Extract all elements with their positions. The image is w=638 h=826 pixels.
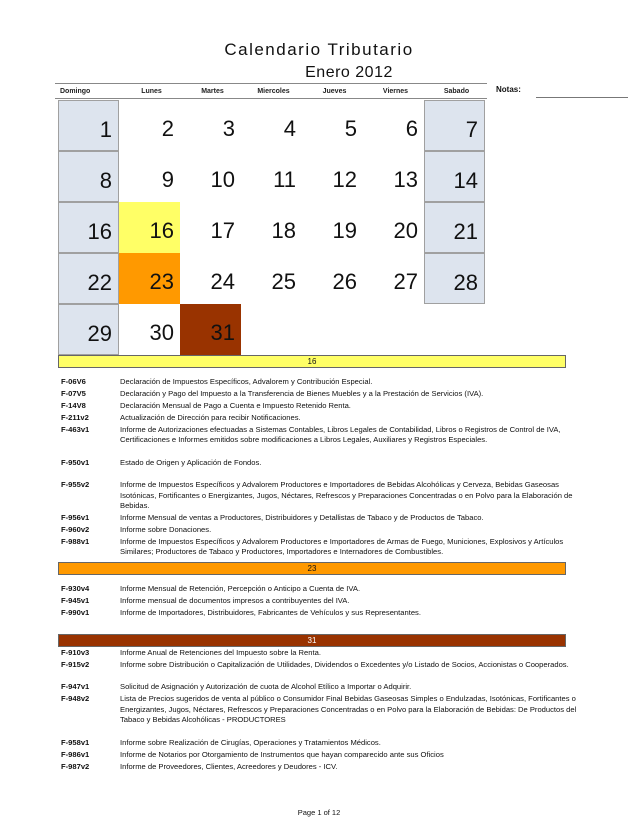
calendar-day: 7 [424,100,485,151]
calendar-day: 4 [283,116,296,141]
obligation-row [61,762,576,772]
calendar-day: 25 [271,269,296,294]
notes-line [536,97,628,98]
obligation-row [61,596,576,606]
calendar-day: 8 [58,151,119,202]
form-description: Informe de Proveedores, Clientes, Acreedores y Deudores - ICV. [120,761,338,771]
form-code: F-988v1 [61,537,90,546]
calendar-day: 5 [344,116,357,141]
form-description: Declaración Mensual de Pago a Cuenta e Impuesto Retenido Renta. [120,401,351,410]
calendar-day: 20 [393,218,418,243]
obligation-row [61,682,576,692]
obligation-row [61,750,576,760]
form-code: F-915v2 [61,660,90,669]
page-footer: Page 1 of 12 [297,808,341,817]
obligation-row [61,389,576,399]
form-description: Informe de Impuestos Específicos y Advalorem Productores e Importadores de Bebidas Alcohólicas y Cerveza, Bebidas Gaseosas Isotónicas, Fortificantes o Energizantes, Jugos, Néctares, Refrescos y Preparaciones Concentradas o en Polvo para la Elaboración de Bebidas. [120,480,573,510]
form-code: F-14V8 [61,401,86,410]
form-description: Declaración de Impuestos Específicos, Advalorem y Contribución Especial. [120,377,373,386]
calendar-day: 13 [393,167,418,192]
obligation-row [61,480,576,511]
weekday-label: Martes [201,88,224,95]
weekday-label: Sabado [443,88,470,95]
obligation-row [61,660,576,681]
calendar-day: 23 [119,253,180,304]
page-subtitle: Enero 2012 [305,64,393,81]
calendar-day: 11 [273,167,296,192]
calendar-day: 19 [332,218,357,243]
form-code: F-958v1 [61,737,90,747]
calendar-day: 14 [424,151,485,202]
calendar-day: 16 [58,202,119,253]
form-description: Lista de Precios sugeridos de venta al público o Consumidor Final Bebidas Gaseosas Simples o Endulzadas, Isotónicas, Fortificantes o Energizantes, Jugos, Néctares, Refrescos y Preparaciones Concentradas o en Polvo para la Elaboración de Bebidas: De Productos del Tabaco y Bebidas Alcohólicas - PRODUCTORES [120,694,577,725]
weekday-label: Miercoles [257,88,290,95]
calendar-day: 30 [149,320,174,345]
form-code: F-948v2 [61,694,90,704]
calendar-day: 29 [58,304,119,355]
calendar-day: 6 [405,116,418,141]
form-code: F-960v2 [61,525,90,534]
calendar-day: 17 [210,218,235,243]
date-section-header: 16 [58,355,566,368]
obligation-row [61,738,576,748]
form-code: F-930v4 [61,584,90,593]
obligation-row [61,537,576,558]
obligation-row [61,413,576,423]
page-title: Calendario Tributario [224,40,414,59]
form-description: Informe sobre Distribución o Capitalización de Utilidades, Dividendos o Excedentes y/o Listado de Socios, Accionistas o Cooperados. [120,660,569,669]
form-code: F-950v1 [61,457,90,467]
form-description: Actualización de Dirección para recibir Notificaciones. [120,413,301,422]
form-code: F-945v1 [61,596,90,605]
calendar-day: 9 [161,167,174,192]
calendar-day: 1 [58,100,119,151]
form-code: F-910v3 [61,648,90,657]
notes-label: Notas: [496,85,521,94]
form-code: F-986v1 [61,749,90,759]
obligation-row [61,608,576,618]
weekday-label: Domingo [60,88,91,95]
calendar-day: 10 [210,167,235,192]
form-description: Estado de Origen y Aplicación de Fondos. [120,457,262,467]
form-description: Declaración y Pago del Impuesto a la Transferencia de Bienes Muebles y a la Prestación de Servicios (IVA). [120,389,484,398]
calendar-day: 24 [210,269,235,294]
form-description: Informe sobre Donaciones. [120,525,212,534]
form-description: Informe sobre Realización de Cirugías, Operaciones y Tratamientos Médicos. [120,737,381,747]
form-code: F-990v1 [61,608,90,617]
calendar-day: 2 [161,116,174,141]
form-description: Informe de Impuestos Específicos y Advalorem Productores e Importadores de Armas de Fuego, Municiones, Explosivos y Artículos Similares; Productores de Tabaco y Productores, Importadores e Internadores de Combustibles. [120,537,564,557]
calendar-day: 12 [332,167,357,192]
calendar-day: 27 [393,269,418,294]
form-code: F-211v2 [61,413,89,422]
form-description: Informe de Importadores, Distribuidores, Fabricantes de Vehículos y sus Representantes. [120,608,421,617]
obligation-row [61,694,576,736]
obligation-row [61,513,576,523]
form-description: Informe Mensual de Retención, Percepción o Anticipo a Cuenta de IVA. [120,584,361,593]
calendar-day: 28 [424,253,485,304]
obligation-row [61,458,576,479]
form-code: F-463v1 [61,425,90,434]
weekday-label: Lunes [141,88,162,95]
calendar-day: 31 [180,304,241,355]
obligation-row [61,648,576,658]
calendar-day: 22 [58,253,119,304]
form-description: Informe mensual de documentos impresos a contribuyentes del IVA. [120,596,350,605]
form-code: F-955v2 [61,480,90,490]
form-code: F-987v2 [61,761,90,771]
form-description: Informe de Notarios por Otorgamiento de Instrumentos que hayan comparecido ante sus Oficios [120,749,444,759]
calendar-day: 16 [119,202,180,253]
form-code: F-06V6 [61,377,86,386]
obligation-row [61,525,576,535]
calendar-day: 18 [271,218,296,243]
form-code: F-956v1 [61,513,90,522]
weekday-label: Jueves [322,88,347,95]
calendar-day: 3 [222,116,235,141]
date-section-header: 31 [58,634,566,647]
obligation-row [61,584,576,594]
calendar-day: 26 [332,269,357,294]
form-description: Solicitud de Asignación y Autorización de cuota de Alcohol Etílico a Importar o Adquirir. [120,682,412,692]
form-code: F-947v1 [61,682,90,692]
form-description: Informe Anual de Retenciones del Impuesto sobre la Renta. [120,648,321,657]
date-section-header: 23 [58,562,566,575]
obligation-row [61,377,576,387]
form-description: Informe Mensual de ventas a Productores, Distribuidores y Detallistas de Tabaco y de Productos de Tabaco. [120,513,484,522]
calendar-day: 21 [424,202,485,253]
obligation-row [61,401,576,411]
weekday-label: Viernes [382,88,409,95]
form-description: Informe de Autorizaciones efectuadas a Sistemas Contables, Libros Legales de Contabilidad, Libros o Registros de Control de IVA, Certificaciones e Informes emitidos sobre modificaciones a Libros Legales, Auxiliares y Registros Especiales. [120,425,561,445]
weekday-header [55,83,487,99]
form-code: F-07V5 [61,389,86,398]
obligation-row [61,425,576,456]
